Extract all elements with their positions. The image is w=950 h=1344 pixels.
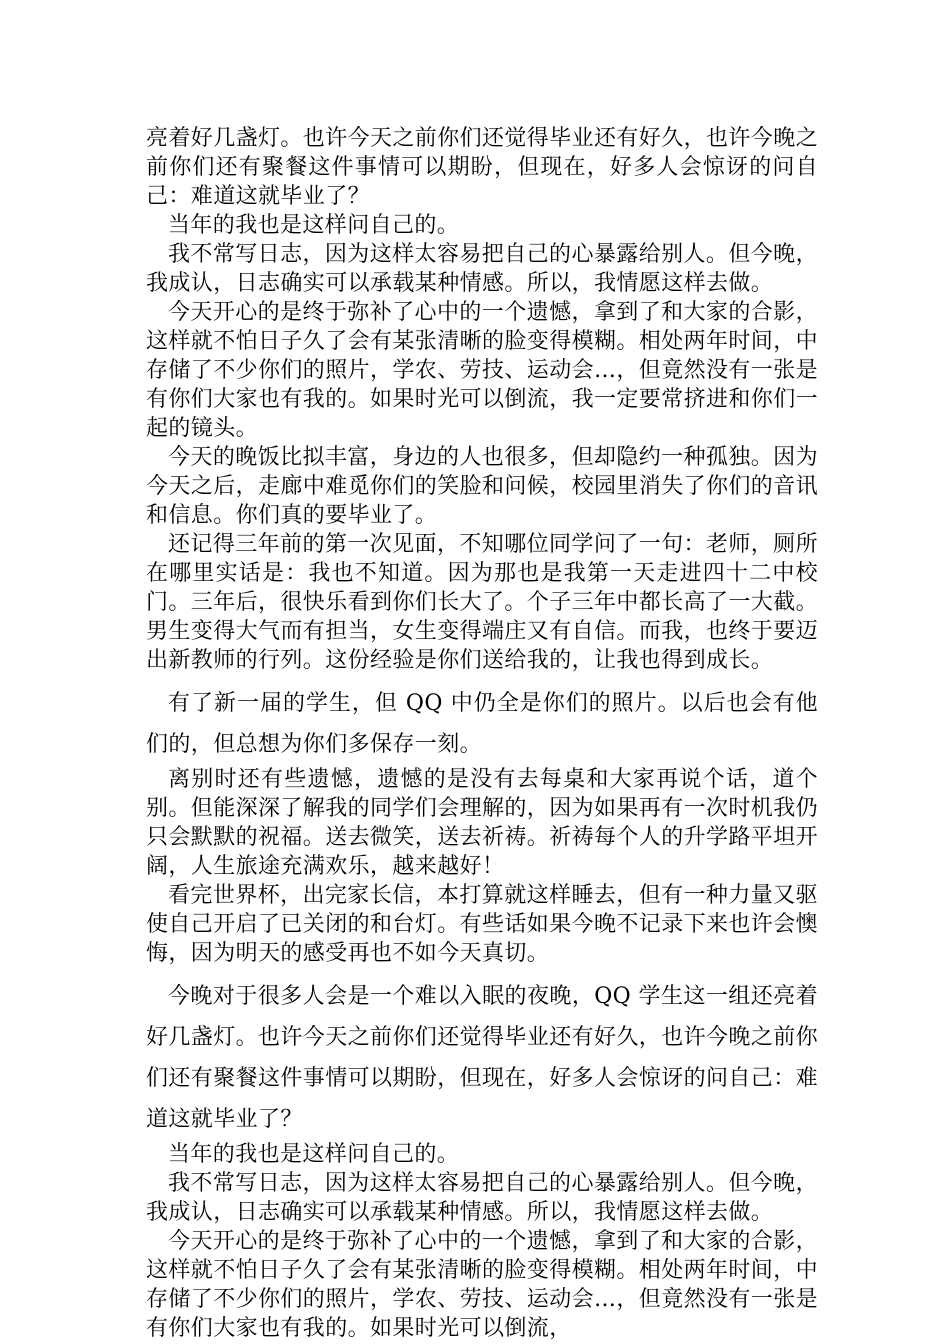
- document-body: [146, 124, 818, 1343]
- paragraph-11: 当年的我也是这样问自己的。: [168, 1142, 460, 1167]
- paragraph-8: 离别时还有些遗憾，遗憾的是没有去每桌和大家再说个话，道个别。但能深深了解我的同学们会理解的，因为如果再有一次时机我仍只会默默的祝福。送去微笑，送去祈祷。祈祷每个人的升学路平坦开阔，人生旅途充满欢乐，越来越好！: [146, 767, 819, 879]
- paragraph-7: 有了新一届的学生，但 QQ 中仍全是你们的照片。以后也会有他们的，但总想为你们多保存一刻。: [146, 691, 818, 757]
- paragraph-5: 今天的晚饭比拟丰富，身边的人也很多，但却隐约一种孤独。因为今天之后，走廊中难觅你们的笑脸和问候，校园里消失了你们的音讯和信息。你们真的要毕业了。: [146, 445, 819, 528]
- paragraph-13: 今天开心的是终于弥补了心中的一个遗憾，拿到了和大家的合影，这样就不怕日子久了会有某张清晰的脸变得模糊。相处两年时间，中存储了不少你们的照片，学农、劳技、运动会…，但竟然没有一张是有你们大家也有我的。如果时光可以倒流，: [146, 1229, 819, 1341]
- paragraph-10: 今晚对于很多人会是一个难以入眠的夜晚，QQ 学生这一组还亮着好几盏灯。也许今天之前你们还觉得毕业还有好久，也许今晚之前你们还有聚餐这件事情可以期盼，但现在，好多人会惊讶的问自己：难道这就毕业了？: [146, 984, 819, 1132]
- paragraph-4: 今天开心的是终于弥补了心中的一个遗憾，拿到了和大家的合影，这样就不怕日子久了会有某张清晰的脸变得模糊。相处两年时间，中存储了不少你们的照片，学农、劳技、运动会…，但竟然没有一张是有你们大家也有我的。如果时光可以倒流，我一定要常挤进和你们一起的镜头。: [146, 300, 819, 441]
- paragraph-9: 看完世界杯，出完家长信，本打算就这样睡去，但有一种力量又驱使自己开启了已关闭的和台灯。有些话如果今晚不记录下来也许会懊悔，因为明天的感受再也不如今天真切。: [146, 883, 819, 966]
- paragraph-2: 当年的我也是这样问自己的。: [168, 213, 460, 238]
- paragraph-3: 我不常写日志，因为这样太容易把自己的心暴露给别人。但今晚，我成认，日志确实可以承载某种情感。所以，我情愿这样去做。: [146, 242, 818, 296]
- paragraph-1: 亮着好几盏灯。也许今天之前你们还觉得毕业还有好久，也许今晚之前你们还有聚餐这件事情可以期盼，但现在，好多人会惊讶的问自己：难道这就毕业了？: [146, 126, 819, 209]
- paragraph-6: 还记得三年前的第一次见面，不知哪位同学问了一句：老师，厕所在哪里实话是：我也不知道。因为那也是我第一天走进四十二中校门。三年后，很快乐看到你们长大了。个子三年中都长高了一大截。男生变得大气而有担当，女生变得端庄又有自信。而我，也终于要迈出新教师的行列。这份经验是你们送给我的，让我也得到成长。: [146, 532, 819, 673]
- paragraph-12: 我不常写日志，因为这样太容易把自己的心暴露给别人。但今晚，我成认，日志确实可以承载某种情感。所以，我情愿这样去做。: [146, 1171, 818, 1225]
